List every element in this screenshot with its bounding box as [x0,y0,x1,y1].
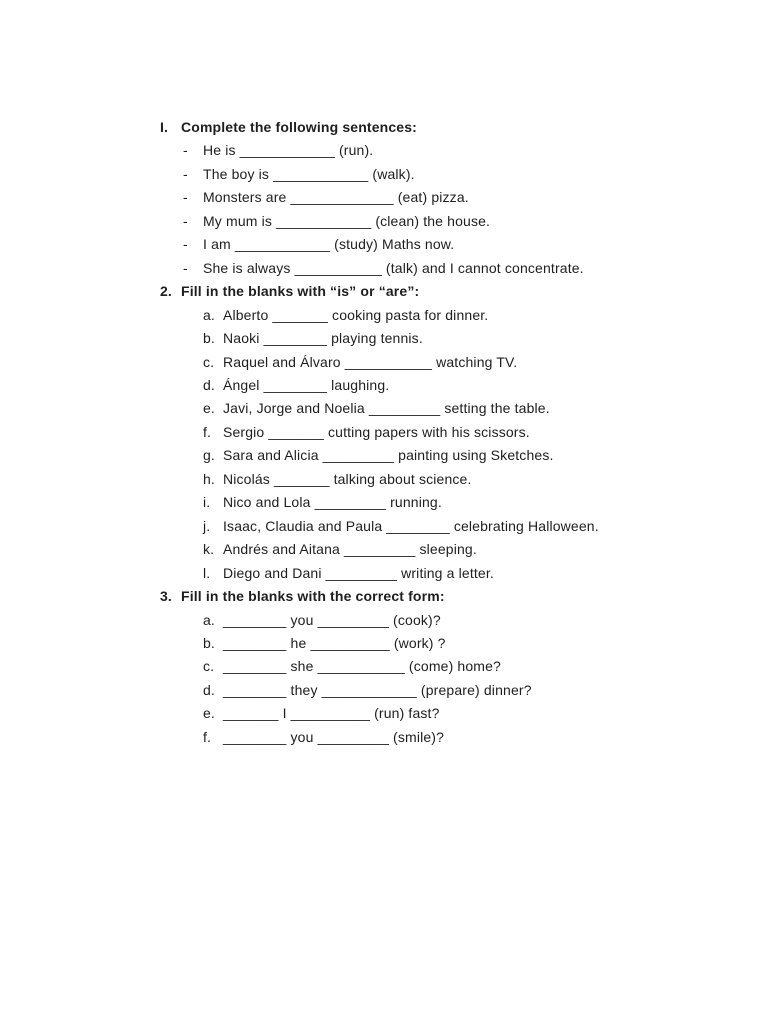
item-text: Isaac, Claudia and Paula ________ celebrating Halloween. [223,517,599,534]
exercise-item [0,233,768,256]
item-text: The boy is ____________ (walk). [203,165,415,182]
item-marker: d. [203,376,215,393]
item-text: Javi, Jorge and Noelia _________ setting the table. [223,400,550,417]
item-marker: e. [203,705,215,722]
item-text: ________ you _________ (cook)? [223,611,441,628]
item-marker: f. [203,423,212,440]
exercise-item [0,702,768,725]
exercise-item [0,421,768,444]
item-marker: g. [203,447,215,464]
item-marker: - [183,259,188,276]
exercise-item [0,562,768,585]
item-marker: - [183,165,188,182]
exercise-item [0,257,768,280]
item-marker: e. [203,400,215,417]
item-marker: - [183,189,188,206]
item-text: Nicolás _______ talking about science. [223,470,472,487]
section-heading-text: Fill in the blanks with “is” or “are”: [181,283,420,300]
exercise-item [0,186,768,209]
item-marker: a. [203,306,215,323]
item-marker: - [183,142,188,159]
section-number: 2. [160,283,172,300]
exercise-item [0,327,768,350]
section-3-heading [0,585,768,608]
exercise-item [0,374,768,397]
exercise-item [0,210,768,233]
exercise-item [0,632,768,655]
exercise-item [0,304,768,327]
exercise-item [0,397,768,420]
item-text: Monsters are _____________ (eat) pizza. [203,189,469,206]
exercise-item [0,468,768,491]
section-heading-text: Complete the following sentences: [181,119,417,135]
section-number: 3. [160,588,172,605]
item-marker: h. [203,470,215,487]
item-marker: k. [203,541,215,558]
item-marker: b. [203,634,215,651]
item-marker: j. [203,517,211,534]
item-marker: c. [203,658,215,675]
exercise-item [0,538,768,561]
exercise-item [0,351,768,374]
item-text: Raquel and Álvaro ___________ watching TV. [223,353,518,370]
item-marker: l. [203,564,211,581]
item-text: Andrés and Aitana _________ sleeping. [223,541,477,558]
item-marker: d. [203,681,215,698]
section-number: I. [160,119,169,135]
item-marker: a. [203,611,215,628]
exercise-item [0,515,768,538]
exercise-item [0,139,768,162]
exercise-item [0,491,768,514]
worksheet-content [0,116,768,749]
exercise-item [0,655,768,678]
exercise-item [0,609,768,632]
item-text: I am ____________ (study) Maths now. [203,236,455,253]
item-text: _______ I __________ (run) fast? [223,705,440,722]
section-2-heading [0,280,768,303]
item-text: My mum is ____________ (clean) the house. [203,212,491,229]
item-marker: b. [203,330,215,347]
item-marker: i. [203,494,211,511]
item-text: ________ he __________ (work) ? [223,634,446,651]
item-text: Ángel ________ laughing. [223,376,390,393]
exercise-item [0,163,768,186]
section-1-heading [0,116,768,139]
item-text: He is ____________ (run). [203,142,374,159]
item-marker: f. [203,728,212,745]
item-text: She is always ___________ (talk) and I cannot concentrate. [203,259,584,276]
item-marker: c. [203,353,215,370]
item-text: Diego and Dani _________ writing a letter. [223,564,494,581]
item-text: Nico and Lola _________ running. [223,494,442,511]
item-text: Alberto _______ cooking pasta for dinner. [223,306,489,323]
item-text: Sara and Alicia _________ painting using Sketches. [223,447,554,464]
exercise-item [0,726,768,749]
exercise-item [0,444,768,467]
exercise-item [0,679,768,702]
item-text: ________ they ____________ (prepare) dinner? [223,681,532,698]
item-text: ________ she ___________ (come) home? [223,658,501,675]
item-marker: - [183,236,188,253]
item-marker: - [183,212,188,229]
item-text: Sergio _______ cutting papers with his scissors. [223,423,530,440]
item-text: Naoki ________ playing tennis. [223,330,423,347]
item-text: ________ you _________ (smile)? [223,728,445,745]
section-heading-text: Fill in the blanks with the correct form: [181,588,445,605]
